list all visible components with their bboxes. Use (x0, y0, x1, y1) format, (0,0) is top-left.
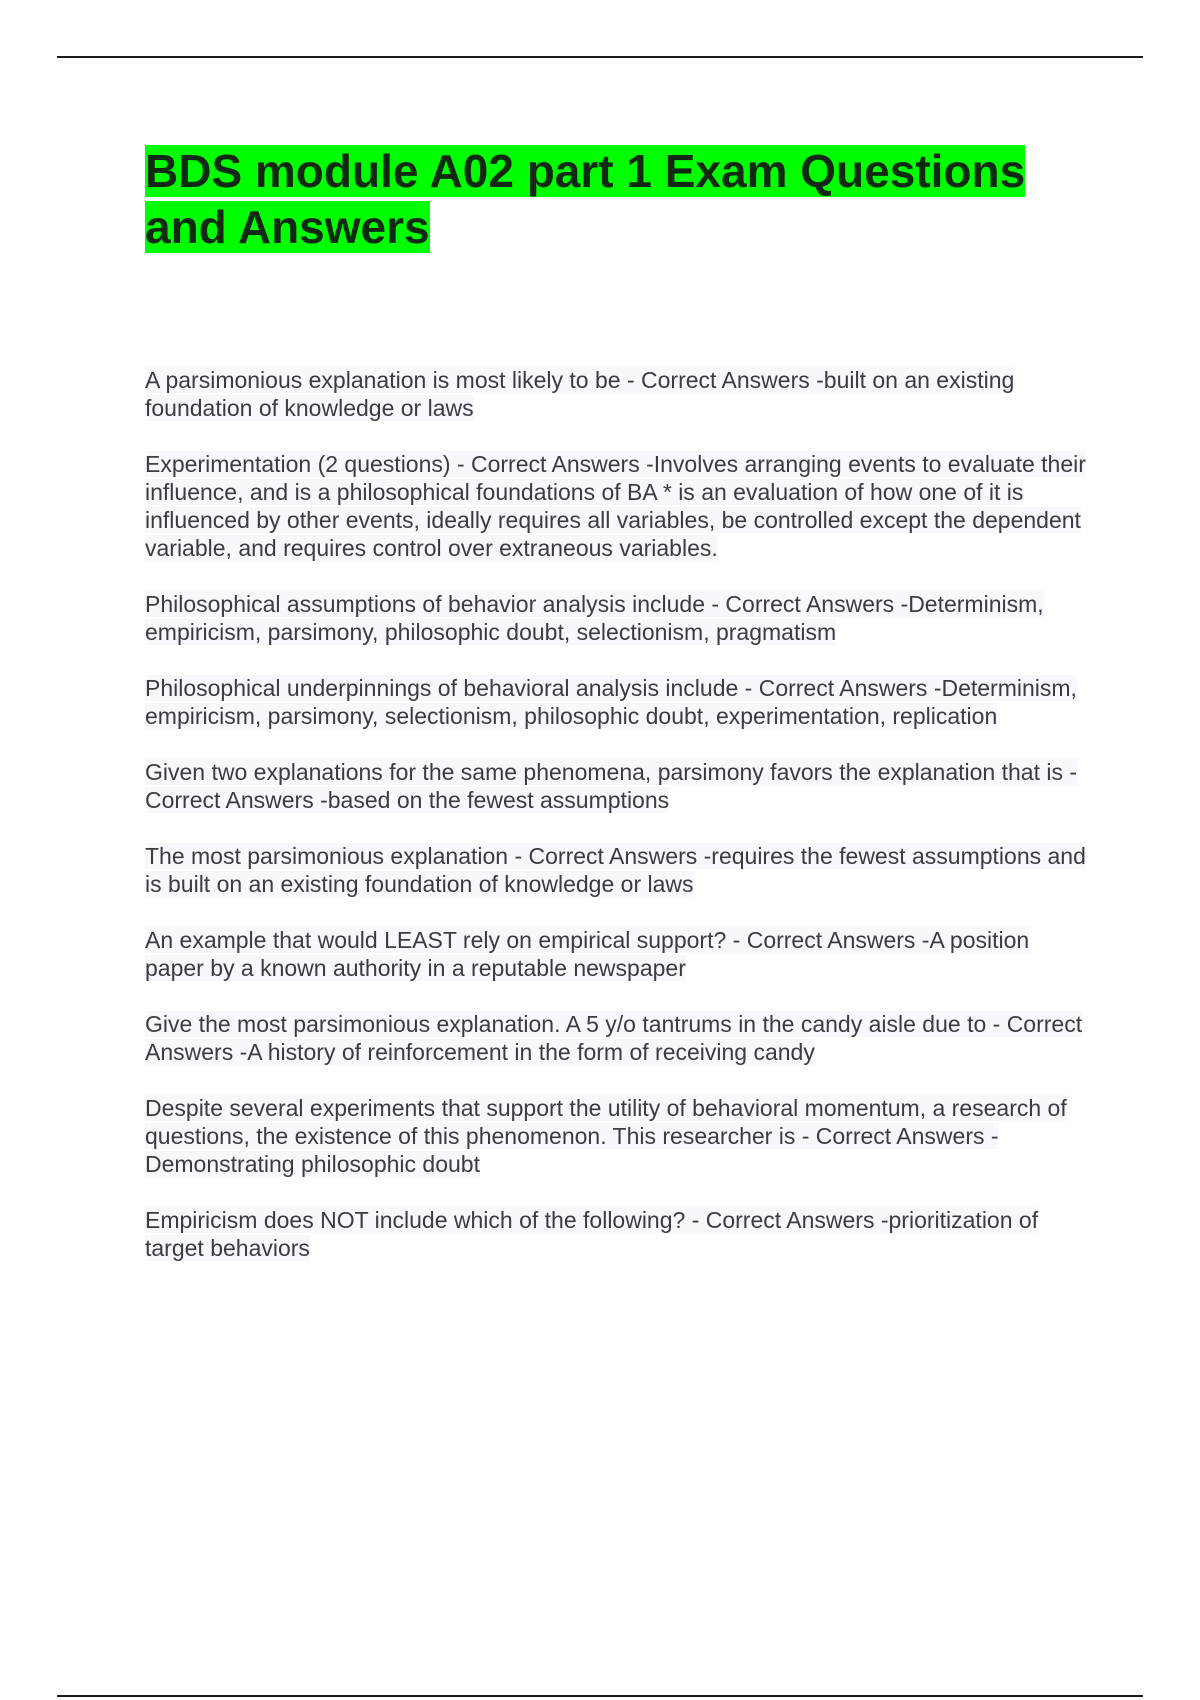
qa-item (145, 1094, 1090, 1178)
qa-item-text: A parsimonious explanation is most likely to be - Correct Answers -built on an existing foundation of knowledge or laws (145, 367, 1015, 421)
qa-item-text: Experimentation (2 questions) - Correct Answers -Involves arranging events to evaluate their influence, and is a philosophical foundations of BA * is an evaluation of how one of it is influenced by other events, ideally requires all variables, be controlled except the dependent variable, and requires control over extraneous variables. (145, 451, 1086, 561)
qa-item-text: Give the most parsimonious explanation. A 5 y/o tantrums in the candy aisle due to - Correct Answers -A history of reinforcement in the form of receiving candy (145, 1011, 1083, 1065)
qa-item-text: The most parsimonious explanation - Correct Answers -requires the fewest assumptions and is built on an existing foundation of knowledge or laws (145, 843, 1086, 897)
qa-item (145, 674, 1090, 730)
qa-item (145, 366, 1090, 422)
qa-item (145, 590, 1090, 646)
qa-item (145, 842, 1090, 898)
qa-list (145, 366, 1090, 1290)
qa-item (145, 450, 1090, 562)
bottom-rule (57, 1695, 1143, 1697)
qa-item-text: Philosophical assumptions of behavior analysis include - Correct Answers -Determinism, empiricism, parsimony, philosophic doubt, selectionism, pragmatism (145, 591, 1044, 645)
top-rule (57, 56, 1143, 58)
qa-item (145, 1010, 1090, 1066)
qa-item (145, 758, 1090, 814)
qa-item-text: Given two explanations for the same phenomena, parsimony favors the explanation that is - Correct Answers -based on the fewest assumptions (145, 759, 1078, 813)
qa-item (145, 926, 1090, 982)
qa-item-text: Philosophical underpinnings of behavioral analysis include - Correct Answers -Determinism, empiricism, parsimony, selectionism, philosophic doubt, experimentation, replication (145, 675, 1077, 729)
document-title (145, 143, 1075, 255)
qa-item-text: Empiricism does NOT include which of the following? - Correct Answers -prioritization of target behaviors (145, 1207, 1039, 1261)
qa-item (145, 1206, 1090, 1262)
qa-item-text: Despite several experiments that support the utility of behavioral momentum, a research of questions, the existence of this phenomenon. This researcher is - Correct Answers -Demonstrating philosophic doubt (145, 1095, 1067, 1177)
qa-item-text: An example that would LEAST rely on empirical support? - Correct Answers -A position paper by a known authority in a reputable newspaper (145, 927, 1030, 981)
document-title-text: BDS module A02 part 1 Exam Questions and Answers (145, 145, 1026, 253)
